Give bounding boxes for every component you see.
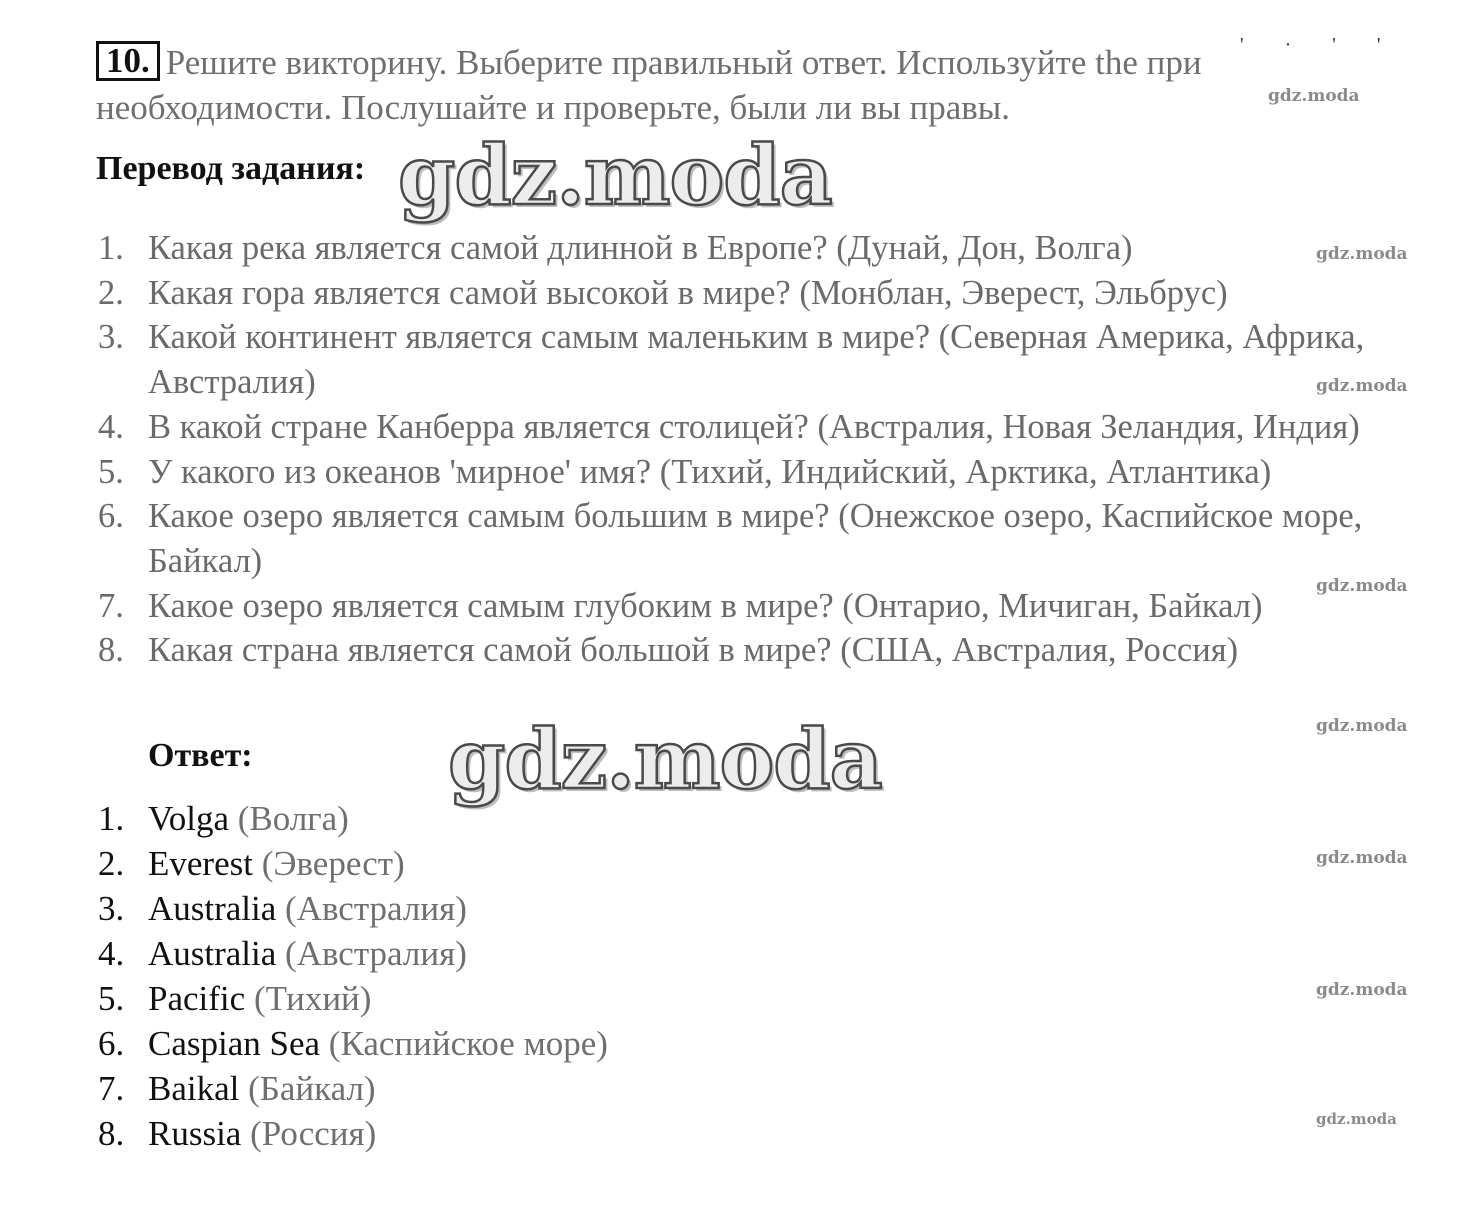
answer-russian: (Волга) <box>237 799 349 838</box>
answer-russian: (Австралия) <box>285 889 467 928</box>
answer-english: Volga <box>148 799 230 838</box>
question-text: В какой стране Канберра является столицей? (Австралия, Новая Зеландия, Индия) <box>148 407 1360 446</box>
question-text: Какой континент является самым маленьким в мире? (Северная Америка, Африка, Австралия) <box>148 318 1365 402</box>
question-item <box>96 450 1436 495</box>
answer-title: Ответ: <box>148 737 253 774</box>
question-item <box>96 628 1436 673</box>
answer-russian: (Австралия) <box>285 934 467 973</box>
answer-number: 3. <box>98 889 125 928</box>
answer-english: Everest <box>148 844 253 883</box>
watermark-large: gdz.moda <box>448 712 882 808</box>
answer-english: Baikal <box>148 1069 240 1108</box>
watermark-small: gdz.moda <box>1316 576 1408 596</box>
question-number: 3. <box>98 318 124 357</box>
answer-item <box>96 1066 1096 1111</box>
question-number: 1. <box>98 229 124 267</box>
question-item <box>96 584 1436 629</box>
answer-number: 5. <box>98 979 125 1018</box>
question-list <box>96 226 1436 673</box>
answer-russian: (Байкал) <box>248 1069 376 1108</box>
answer-item <box>96 886 1096 931</box>
scan-artifact-marks: ' · ' ' <box>1240 34 1399 56</box>
question-text: Какая гора является самой высокой в мире? (Монблан, Эверест, Эльбрус) <box>148 273 1228 312</box>
watermark-small: gdz.moda <box>1316 716 1408 736</box>
answer-number: 7. <box>98 1069 125 1108</box>
question-item <box>96 271 1436 316</box>
answer-english: Australia <box>148 934 277 973</box>
answer-russian: (Россия) <box>250 1114 377 1153</box>
watermark-large: gdz.moda <box>398 128 832 224</box>
answer-number: 1. <box>98 799 125 838</box>
question-number: 4. <box>98 407 124 446</box>
question-number: 2. <box>98 273 124 312</box>
answer-number: 4. <box>98 934 125 973</box>
task-instruction: Решите викторину. Выберите правильный ответ. Используйте the при необходимости. Послушайте и проверьте, были ли вы правы. <box>96 43 1202 127</box>
question-text: Какое озеро является самым глубоким в мире? (Онтарио, Мичиган, Байкал) <box>148 586 1263 625</box>
answer-item <box>96 841 1096 886</box>
answer-russian: (Каспийское море) <box>328 1024 608 1063</box>
answer-number: 2. <box>98 844 125 883</box>
answer-item <box>96 1111 1096 1156</box>
task-header <box>96 40 1356 130</box>
question-number: 8. <box>98 631 124 670</box>
watermark-small: gdz.moda <box>1316 244 1408 264</box>
question-item <box>96 494 1436 583</box>
task-number-badge: 10. <box>96 41 160 81</box>
watermark-small: gdz.moda <box>1316 376 1408 396</box>
answer-english: Caspian Sea <box>148 1024 321 1063</box>
watermark-small: gdz.moda <box>1316 1110 1397 1128</box>
question-item <box>96 226 1436 271</box>
answer-russian: (Эверест) <box>261 844 405 883</box>
answer-item <box>96 1021 1096 1066</box>
answer-english: Pacific <box>148 979 246 1018</box>
answer-english: Russia <box>148 1114 242 1153</box>
question-number: 7. <box>98 586 124 625</box>
answer-number: 6. <box>98 1024 125 1063</box>
answer-number: 8. <box>98 1114 125 1153</box>
question-number: 6. <box>98 497 124 536</box>
question-number: 5. <box>98 452 124 491</box>
translation-title: Перевод задания: <box>96 150 366 187</box>
question-text: У какого из океанов 'мирное' имя? (Тихий, Индийский, Арктика, Атлантика) <box>148 452 1272 491</box>
watermark-small: gdz.moda <box>1316 980 1408 1000</box>
question-item <box>96 315 1436 404</box>
question-item <box>96 405 1436 450</box>
answer-russian: (Тихий) <box>253 979 372 1018</box>
answer-item <box>96 976 1096 1021</box>
question-text: Какая река является самой длинной в Европе? (Дунай, Дон, Волга) <box>148 229 1133 267</box>
watermark-small: gdz.moda <box>1316 848 1408 868</box>
answer-item <box>96 931 1096 976</box>
question-text: Какое озеро является самым большим в мире? (Онежское озеро, Каспийское море, Байкал) <box>148 497 1363 580</box>
question-text: Какая страна является самой большой в мире? (США, Австралия, Россия) <box>148 631 1239 670</box>
watermark-small: gdz.moda <box>1268 86 1360 106</box>
answer-english: Australia <box>148 889 277 928</box>
answer-list <box>96 796 1096 1156</box>
